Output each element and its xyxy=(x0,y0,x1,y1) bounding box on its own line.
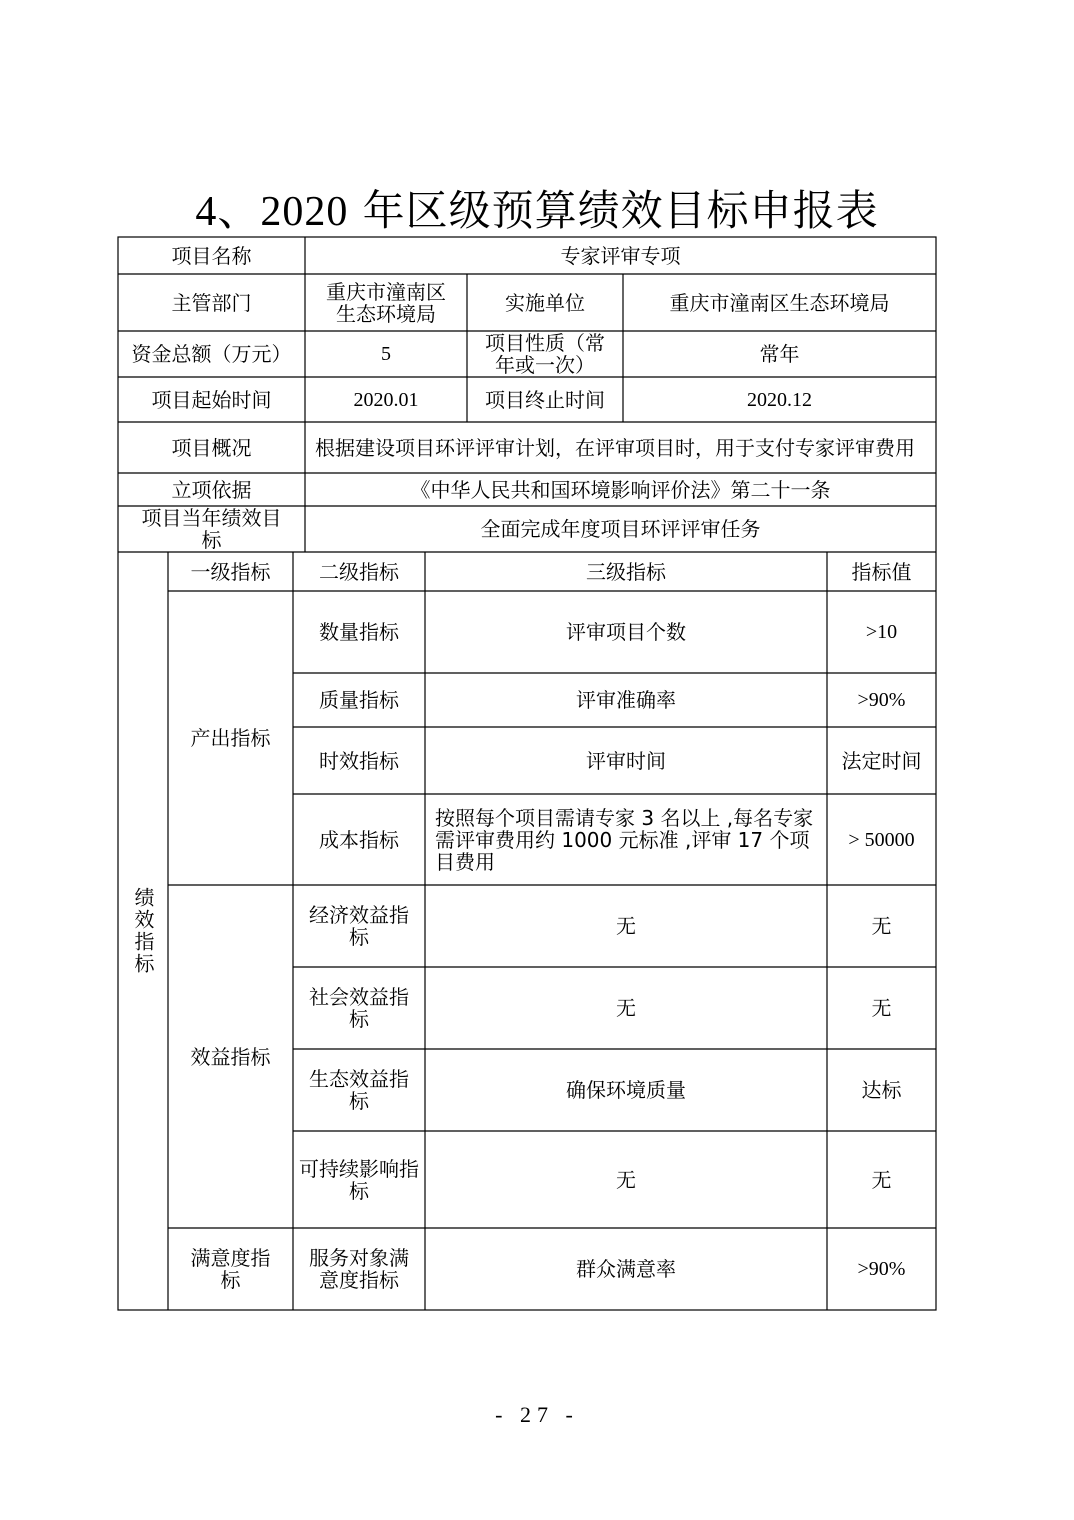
fund-value: 5 xyxy=(381,343,391,365)
dept-value: 重庆市潼南区生态环境局 xyxy=(326,279,446,326)
indicators-side-label-cell xyxy=(118,552,168,1310)
header-level1: 一级指标 xyxy=(190,559,271,584)
nature-label: 项目性质（常年或一次） xyxy=(485,331,605,377)
row-value: 法定时间 xyxy=(841,748,922,773)
indicators-side-label: 绩效指标 xyxy=(131,887,155,975)
row-level2: 经济效益指标 xyxy=(309,903,409,949)
row-value: 无 xyxy=(871,914,892,938)
page-number: - 27 - xyxy=(495,1402,579,1427)
header-level2: 二级指标 xyxy=(319,559,399,584)
row-level2: 生态效益指标 xyxy=(309,1067,409,1113)
row-level3: 无 xyxy=(616,1167,636,1192)
fund-label: 资金总额（万元） xyxy=(131,342,292,366)
project-name-label: 项目名称 xyxy=(171,243,252,268)
dept-label: 主管部门 xyxy=(171,290,252,315)
row-level2: 数量指标 xyxy=(319,620,399,644)
row-value: 达标 xyxy=(861,1078,902,1102)
header-value: 指标值 xyxy=(851,559,912,584)
impl-label: 实施单位 xyxy=(505,290,585,315)
row-value: >90% xyxy=(857,1258,906,1280)
row-value: > 50000 xyxy=(848,828,915,851)
basis-label: 立项依据 xyxy=(171,477,252,502)
overview-value: 根据建设项目环评评审计划，在评审项目时，用于支付专家评审费用 xyxy=(315,435,915,460)
row-value: >90% xyxy=(857,689,906,711)
row-level3: 确保环境质量 xyxy=(566,1078,686,1102)
goal-value: 全面完成年度项目环评评审任务 xyxy=(480,517,761,541)
row-level2: 社会效益指标 xyxy=(309,985,409,1031)
header-level3: 三级指标 xyxy=(586,559,666,584)
goal-label: 项目当年绩效目标 xyxy=(141,506,282,552)
row-value: 无 xyxy=(871,1167,892,1192)
row-level2: 可持续影响指标 xyxy=(299,1156,419,1203)
start-value: 2020.01 xyxy=(353,388,419,411)
nature-value: 常年 xyxy=(759,342,800,366)
row-value: 无 xyxy=(871,996,892,1020)
row-level3: 群众满意率 xyxy=(576,1257,676,1281)
row-level2: 成本指标 xyxy=(319,827,399,852)
level1-benefit: 效益指标 xyxy=(190,1044,271,1069)
title-number: 4、2020 xyxy=(195,189,349,235)
impl-value: 重庆市潼南区生态环境局 xyxy=(669,290,890,315)
project-name-value: 专家评审专项 xyxy=(560,243,681,268)
row-level3: 无 xyxy=(616,996,636,1020)
row-level2: 时效指标 xyxy=(319,748,399,773)
end-value: 2020.12 xyxy=(747,388,812,411)
overview-label: 项目概况 xyxy=(171,435,252,460)
level1-satisfaction: 满意度指标 xyxy=(190,1246,271,1292)
row-level2: 服务对象满意度指标 xyxy=(309,1246,409,1292)
row-level3: 评审时间 xyxy=(586,748,666,773)
start-label: 项目起始时间 xyxy=(151,387,272,412)
row-value: >10 xyxy=(865,621,898,643)
row-level3: 无 xyxy=(616,914,636,938)
row-level3: 按照每个项目需请专家 3 名以上 ,每名专家需评审费用约 1000 元标准 ,评审 17 个项目费用 xyxy=(435,805,814,874)
end-label: 项目终止时间 xyxy=(485,387,605,412)
basis-value: 《中华人民共和国环境影响评价法》第二十一条 xyxy=(410,477,831,502)
row-level3: 评审项目个数 xyxy=(566,620,686,644)
row-level3: 评审准确率 xyxy=(576,688,676,712)
row-level2: 质量指标 xyxy=(319,688,399,712)
level1-output: 产出指标 xyxy=(190,726,271,750)
title-text: 年区级预算绩效目标申报表 xyxy=(348,186,879,235)
